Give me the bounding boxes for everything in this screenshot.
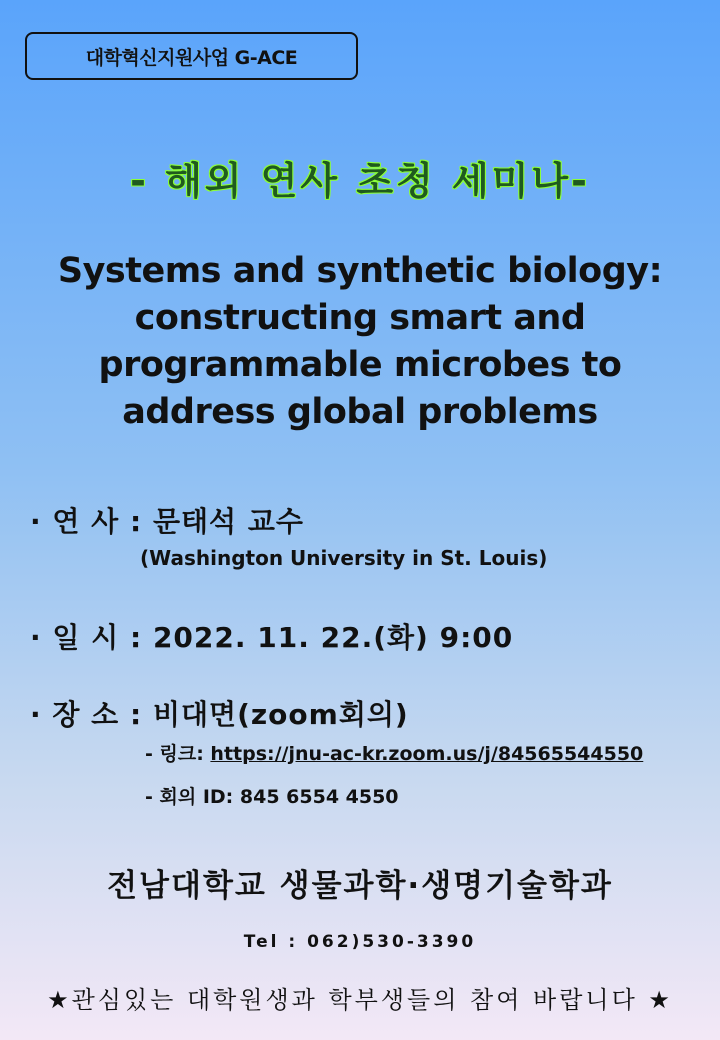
link-label: - 링크:: [145, 743, 211, 765]
program-badge: 대학혁신지원사업 G-ACE: [25, 32, 358, 80]
venue-value: 비대면(zoom회의): [152, 698, 409, 731]
venue-label: · 장 소 :: [30, 698, 153, 731]
telephone: Tel : 062)530-3390: [243, 932, 477, 952]
speaker-name: 문태석 교수: [152, 505, 304, 538]
department-name: 전남대학교 생물과학·생명기술학과: [107, 868, 613, 904]
talk-title-line: constructing smart and: [134, 298, 586, 338]
talk-title: [30, 248, 690, 436]
speaker-label: · 연 사 :: [30, 505, 153, 538]
footer-notice: ★관심있는 대학원생과 학부생들의 참여 바랍니다 ★: [47, 986, 673, 1014]
seminar-title: - 해외 연사 초청 세미나-: [130, 159, 590, 203]
speaker-row: [30, 500, 304, 540]
venue-row: [30, 693, 409, 733]
date-value: 2022. 11. 22.(화) 9:00: [152, 621, 514, 654]
zoom-link[interactable]: https://jnu-ac-kr.zoom.us/j/84565544550: [210, 743, 644, 765]
date-row: [30, 616, 513, 656]
talk-title-line: programmable microbes to: [98, 345, 622, 385]
meeting-id: - 회의 ID: 845 6554 4550: [145, 786, 399, 808]
talk-title-line: address global problems: [122, 392, 598, 432]
date-label: · 일 시 :: [30, 621, 153, 654]
talk-title-line: Systems and synthetic biology:: [57, 251, 663, 291]
speaker-affiliation: (Washington University in St. Louis): [140, 546, 548, 570]
link-row: [145, 739, 643, 766]
